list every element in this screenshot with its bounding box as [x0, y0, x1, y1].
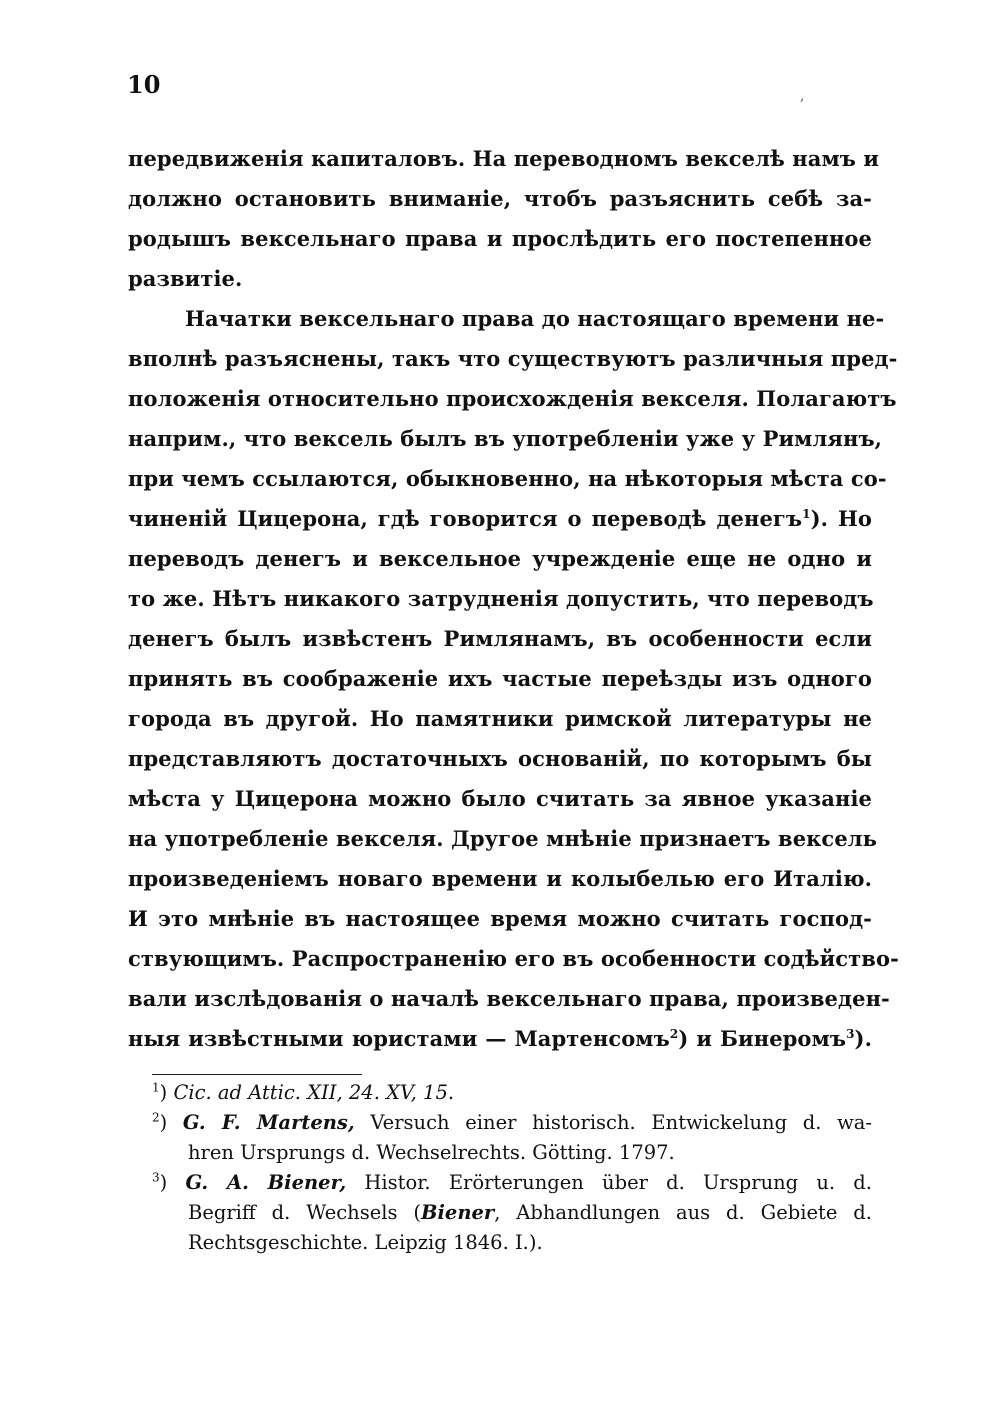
text-line: должно остановить вниманіе, чтобъ разъяснить себѣ за-: [128, 186, 872, 211]
text-line: наприм., что вексель былъ въ употребленіи уже у Римлянъ,: [128, 426, 883, 451]
footnote-author: G. A. Biener,: [185, 1171, 347, 1194]
text-line: передвиженія капиталовъ. На переводномъ векселѣ намъ и: [128, 146, 880, 171]
footnote-3-cont: [188, 1198, 872, 1228]
text-line: на употребленіе векселя. Другое мнѣніе признаетъ вексель: [128, 826, 878, 851]
text-segment: ). Но: [810, 506, 873, 531]
footnote-marker: 3: [152, 1170, 160, 1185]
text-line: [128, 499, 872, 539]
text-line: то же. Нѣтъ никакого затрудненія допустить, что переводъ: [128, 586, 874, 611]
citation-text: , Abhandlungen aus d. Gebiete d.: [494, 1201, 872, 1224]
text-segment: чиненій Цицерона, гдѣ говорится о переводѣ денегъ: [128, 506, 803, 531]
citation-text: Begriff d. Wechsels (: [188, 1201, 422, 1224]
text-line: денегъ былъ извѣстенъ Римлянамъ, въ особенности если: [128, 626, 872, 651]
text-segment: ) и Бинеромъ: [678, 1026, 847, 1051]
margin-mark: ,: [800, 88, 805, 104]
text-line: развитіе.: [128, 266, 243, 291]
text-line: Начатки вексельнаго права до настоящаго времени не-: [185, 306, 885, 331]
text-line: переводъ денегъ и вексельное учрежденіе еще не одно и: [128, 546, 872, 571]
text-segment: ныя извѣстными юристами — Мартенсомъ: [128, 1026, 670, 1051]
footnote-marker: 1: [152, 1080, 160, 1095]
text-line: ствующимъ. Распространенію его въ особенности содѣйство-: [128, 946, 899, 971]
text-segment: ).: [854, 1026, 872, 1051]
footnote-marker: 2: [152, 1110, 160, 1125]
footnote-ref-1[interactable]: 1: [802, 507, 811, 521]
text-line: И это мнѣніе въ настоящее время можно считать господ-: [128, 906, 872, 931]
citation-author: Biener: [421, 1201, 495, 1224]
text-line: города въ другой. Но памятники римской литературы не: [128, 706, 872, 731]
text-line: представляютъ достаточныхъ основаній, по которымъ бы: [128, 746, 872, 771]
footnote-3: $^3$) G. A. Biener, Histor. Erörterungen über d. Ursprung u. d.: [152, 1170, 872, 1194]
footnote-2: $^2$) G. F. Martens, Versuch einer historisch. Entwickelung d. wa-: [152, 1110, 872, 1134]
footnote-ref-2[interactable]: 2: [669, 1027, 679, 1041]
text-line: родышъ вексельнаго права и прослѣдить его постепенное: [128, 226, 872, 251]
footnote-1: $^1$) Cic. ad Attic. XII, 24. XV, 15.: [152, 1080, 455, 1104]
footnote-divider: [152, 1074, 362, 1075]
text-line: вали изслѣдованія о началѣ вексельнаго права, произведен-: [128, 986, 890, 1011]
text-line: при чемъ ссылаются, обыкновенно, на нѣкоторыя мѣста со-: [128, 466, 887, 491]
text-line: произведеніемъ новаго времени и колыбелью его Италію.: [128, 866, 872, 891]
text-line: принять въ соображеніе ихъ частые переѣзды изъ одного: [128, 666, 872, 691]
citation-text: Cic. ad Attic. XII, 24. XV, 15.: [173, 1081, 455, 1104]
text-line: вполнѣ разъяснены, такъ что существуютъ различныя пред-: [128, 346, 898, 371]
page-number: 10: [127, 70, 161, 99]
footnote-ref-3[interactable]: 3: [846, 1027, 855, 1041]
footnote-author: G. F. Martens,: [182, 1111, 355, 1134]
footnote-2-cont: hren Ursprungs d. Wechselrechts. Götting. 1797.: [188, 1141, 675, 1164]
citation-text: Histor. Erörterungen über d. Ursprung u. d.: [364, 1171, 872, 1194]
citation-text: Versuch einer historisch. Entwickelung d. wa-: [370, 1111, 872, 1134]
text-line: положенія относительно происхожденія векселя. Полагаютъ: [128, 386, 897, 411]
text-line: [128, 1019, 872, 1059]
footnote-3-cont: Rechtsgeschichte. Leipzig 1846. I.).: [188, 1231, 543, 1254]
text-line: мѣста у Цицерона можно было считать за явное указаніе: [128, 786, 872, 811]
